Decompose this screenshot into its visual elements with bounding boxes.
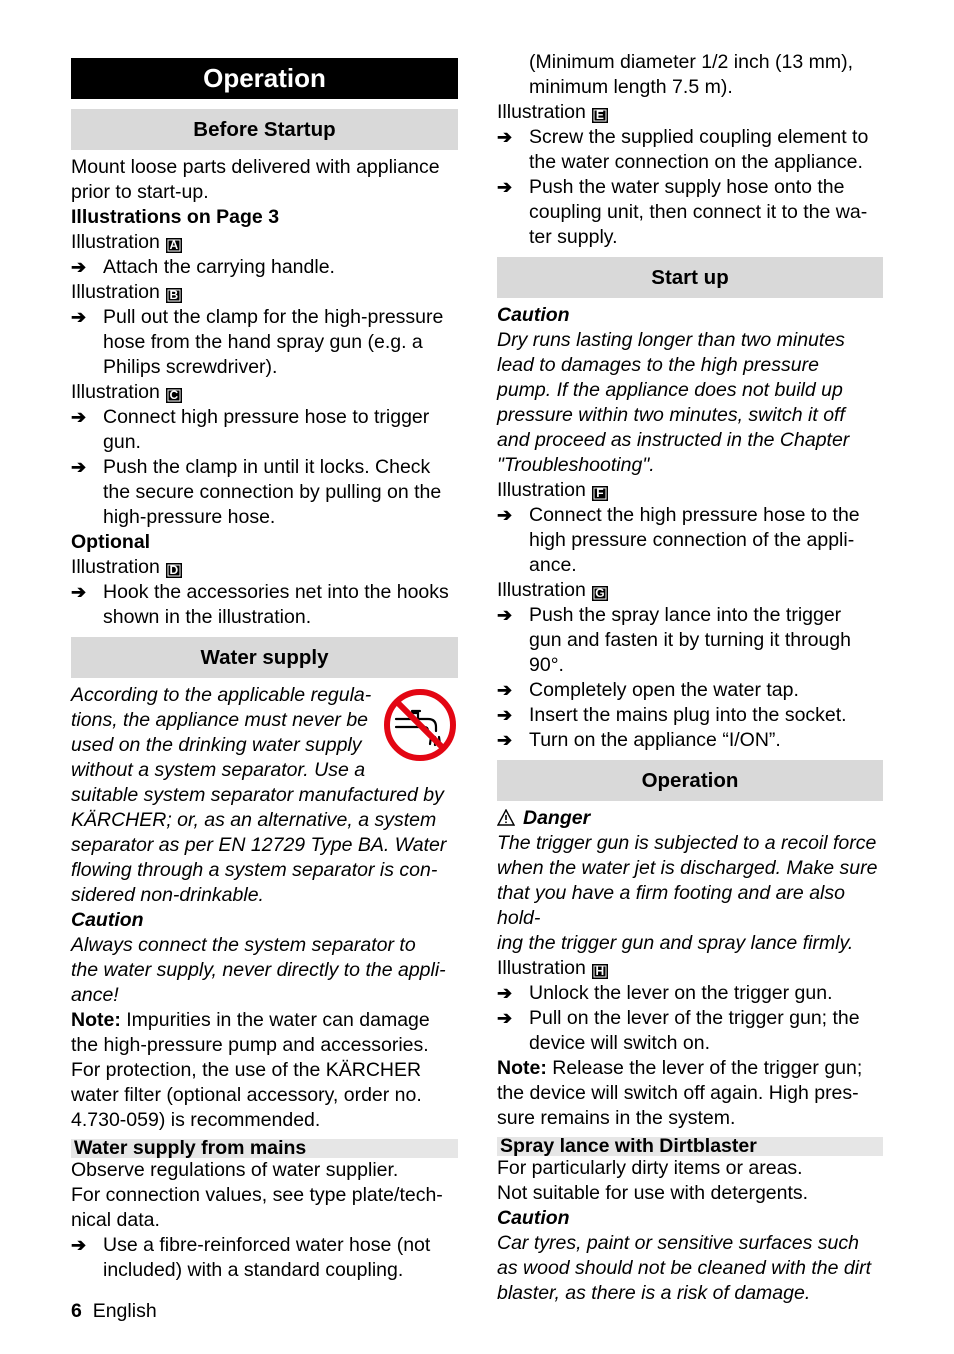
caution-heading: Caution — [71, 909, 144, 931]
step-insert-plug: ➔ Insert the mains plug into the socket. — [497, 704, 847, 726]
arrow-right-icon: ➔ — [497, 127, 513, 147]
main-heading-operation: Operation — [71, 58, 458, 99]
subsection-heading-dirtblaster: Spray lance with Dirtblaster — [497, 1137, 883, 1156]
arrow-right-icon: ➔ — [71, 457, 87, 477]
step-attach-handle: ➔ Attach the carrying handle. — [71, 256, 335, 278]
left-column — [71, 50, 458, 1283]
step-turn-on: ➔ Turn on the appliance “I/ON”. — [497, 729, 781, 751]
arrow-right-icon: ➔ — [497, 1008, 513, 1028]
step-push-clamp: ➔ Push the clamp in until it locks. Check the secure connection by pulling on the high-pressure hose. — [71, 456, 442, 528]
step-open-tap: ➔ Completely open the water tap. — [497, 679, 799, 701]
section-heading-before-startup: Before Startup — [71, 109, 458, 150]
illustration-d-label: Illustration D — [71, 555, 458, 580]
illustration-a-label: Illustration A — [71, 230, 458, 255]
step-connect-hose: ➔ Connect high pressure hose to trigger gun. — [71, 406, 430, 453]
illustration-badge-d: D — [166, 563, 182, 578]
caution-heading: Caution — [497, 1207, 570, 1229]
arrow-right-icon: ➔ — [71, 582, 87, 602]
intro-text: Mount loose parts delivered with appliance prior to start-up. — [71, 156, 440, 203]
step-hook-net: ➔ Hook the accessories net into the hooks shown in the illustration. — [71, 581, 449, 628]
illustration-e-label: Illustration E — [497, 100, 883, 125]
step-push-lance: ➔ Push the spray lance into the trigger gun and fasten it by turning it through 90°. — [497, 604, 851, 676]
page-footer — [71, 1299, 157, 1324]
arrow-right-icon: ➔ — [497, 605, 513, 625]
note-text: Note: Release the lever of the trigger gun; the device will switch off again. High pres- sure remains in the system. — [497, 1057, 863, 1129]
caution-heading: Caution — [497, 304, 570, 326]
arrow-right-icon: ➔ — [71, 257, 87, 277]
illustration-badge-b: B — [166, 288, 182, 303]
page-number: 6 — [71, 1300, 82, 1322]
dirtblaster-line-2: Not suitable for use with detergents. — [497, 1182, 809, 1204]
illustration-badge-f: F — [592, 486, 608, 501]
warning-triangle-icon — [497, 809, 515, 826]
arrow-right-icon: ➔ — [71, 407, 87, 427]
mains-line-2: For connection values, see type plate/tech- nical data. — [71, 1184, 443, 1231]
caution-text: Car tyres, paint or sensitive surfaces such as wood should not be cleaned with the dirt blaster, as there is a risk of damage. — [497, 1232, 871, 1304]
right-column — [497, 50, 883, 1306]
optional-heading: Optional — [71, 531, 151, 553]
illustration-badge-a: A — [166, 238, 182, 253]
illustration-f-label: Illustration F — [497, 478, 883, 503]
no-drinking-water-icon — [382, 687, 458, 763]
water-supply-text: According to the applicable regula- tions, the appliance must never be used on the drinking water supply without a system separator. Use a suitable system separator manufactured by KÄRCHER; or, as an alternative, a system separator as per EN 12729 Type BA. Water flowing through a system separator is con- sidered non-drinkable. — [71, 684, 447, 906]
subsection-heading-mains: Water supply from mains — [71, 1139, 458, 1158]
continued-text: (Minimum diameter 1/2 inch (13 mm), minimum length 7.5 m). — [529, 51, 853, 98]
step-push-supply-hose: ➔ Push the water supply hose onto the coupling unit, then connect it to the wa- ter supply. — [497, 176, 868, 248]
dirtblaster-line-1: For particularly dirty items or areas. — [497, 1157, 803, 1179]
arrow-right-icon: ➔ — [497, 730, 513, 750]
section-heading-operation: Operation — [497, 760, 883, 801]
illustration-badge-c: C — [166, 388, 182, 403]
illustration-g-label: Illustration G — [497, 578, 883, 603]
arrow-right-icon: ➔ — [71, 1235, 87, 1255]
arrow-right-icon: ➔ — [497, 705, 513, 725]
arrow-right-icon: ➔ — [497, 680, 513, 700]
step-use-hose: ➔ Use a fibre-reinforced water hose (not included) with a standard coupling. — [71, 1234, 431, 1281]
step-pull-clamp: ➔ Pull out the clamp for the high-pressure hose from the hand spray gun (e.g. a Philips screwdriver). — [71, 306, 444, 378]
section-heading-water-supply: Water supply — [71, 637, 458, 678]
illustrations-heading: Illustrations on Page 3 — [71, 206, 280, 228]
water-supply-warning — [71, 683, 458, 908]
step-screw-coupling: ➔ Screw the supplied coupling element to the water connection on the appliance. — [497, 126, 869, 173]
arrow-right-icon: ➔ — [71, 307, 87, 327]
arrow-right-icon: ➔ — [497, 177, 513, 197]
illustration-b-label: Illustration B — [71, 280, 458, 305]
illustration-c-label: Illustration C — [71, 380, 458, 405]
danger-heading: Danger — [497, 806, 883, 831]
footer-language: English — [92, 1300, 157, 1322]
arrow-right-icon: ➔ — [497, 983, 513, 1003]
section-heading-start-up: Start up — [497, 257, 883, 298]
note-text: Note: Impurities in the water can damage the high-pressure pump and accessories. For protection, the use of the KÄRCHER water filter (optional accessory, order no. 4.730-059) is recommended. — [71, 1009, 430, 1131]
caution-text: Always connect the system separator to the water supply, never directly to the appli- ance! — [71, 934, 446, 1006]
step-connect-hp-hose: ➔ Connect the high pressure hose to the high pressure connection of the appli- ance. — [497, 504, 860, 576]
step-unlock-lever: ➔ Unlock the lever on the trigger gun. — [497, 982, 833, 1004]
mains-line-1: Observe regulations of water supplier. — [71, 1159, 399, 1181]
illustration-badge-g: G — [592, 586, 608, 601]
danger-text: The trigger gun is subjected to a recoil force when the water jet is discharged. Make sure that you have a firm footing and are also hold- ing the trigger gun and spray lance firmly. — [497, 832, 878, 954]
arrow-right-icon: ➔ — [497, 505, 513, 525]
illustration-badge-h: H — [592, 964, 608, 979]
caution-text: Dry runs lasting longer than two minutes lead to damages to the high pressure pump. If the appliance does not build up pressure within two minutes, switch it off and proceed as instructed in the Chapter "Troubleshooting". — [497, 329, 850, 476]
illustration-h-label: Illustration H — [497, 956, 883, 981]
step-pull-lever: ➔ Pull on the lever of the trigger gun; the device will switch on. — [497, 1007, 860, 1054]
illustration-badge-e: E — [592, 108, 608, 123]
